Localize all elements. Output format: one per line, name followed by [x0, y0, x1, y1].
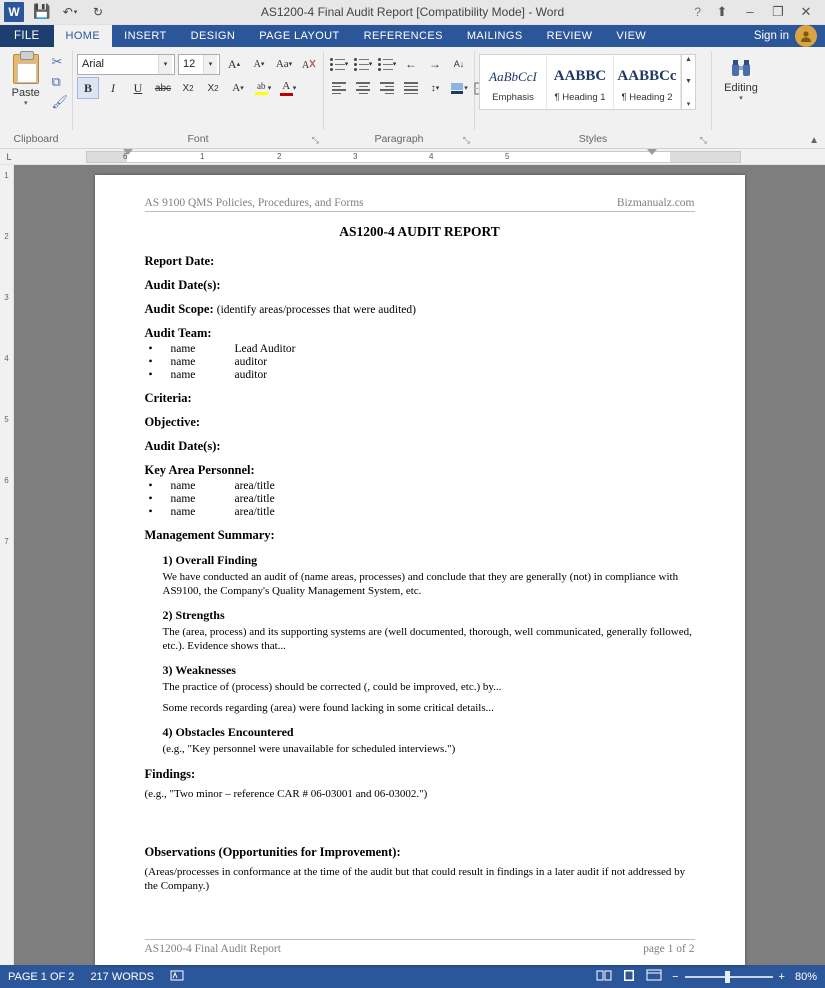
paste-caret-icon[interactable]: ▾: [23, 100, 28, 108]
label-key-area-personnel: Key Area Personnel:: [144, 463, 255, 478]
ruler-tick-5: 5: [505, 152, 510, 162]
status-word-count[interactable]: 217 WORDS: [90, 970, 155, 983]
editing-label: Editing: [724, 82, 758, 95]
redo-icon[interactable]: ↻: [92, 4, 104, 19]
zoom-track[interactable]: [685, 976, 773, 978]
status-bar: [0, 965, 825, 988]
read-mode-icon[interactable]: [596, 969, 612, 985]
minimize-button[interactable]: –: [746, 4, 754, 20]
decrease-indent-icon[interactable]: ←: [405, 57, 417, 72]
group-clipboard: [0, 47, 72, 148]
sort-icon[interactable]: A↓: [453, 59, 465, 70]
help-icon[interactable]: ?: [694, 4, 701, 19]
group-label-editing: [740, 133, 743, 148]
document-page[interactable]: [95, 175, 745, 965]
list-item: • name area/title: [145, 480, 695, 493]
label-observations: Observations (Opportunities for Improvement):: [144, 845, 401, 860]
right-indent-marker[interactable]: [647, 149, 657, 155]
group-label-clipboard: Clipboard: [13, 133, 59, 146]
collapse-ribbon-icon[interactable]: ▲: [809, 135, 819, 147]
section-heading-obstacles: 4) Obstacles Encountered: [162, 725, 294, 740]
italic-button[interactable]: I: [111, 80, 115, 95]
close-button[interactable]: ✕: [800, 3, 812, 19]
numbering-icon[interactable]: ▾: [352, 53, 374, 75]
list-item: • name auditor: [145, 356, 695, 369]
bullets-icon[interactable]: ▾: [328, 53, 350, 75]
style-heading-1[interactable]: AABBC ¶ Heading 1: [547, 55, 614, 109]
key-personnel-list: [145, 480, 695, 519]
section-text-weaknesses-1: The practice of (process) should be corrected (, could be improved, etc.) by...: [162, 681, 502, 694]
field-objective: Objective:: [144, 415, 201, 430]
styles-dialog-launcher[interactable]: ⤡: [699, 135, 707, 146]
ruler-bar[interactable]: [86, 151, 741, 163]
label-audit-team: Audit Team:: [144, 326, 212, 341]
section-heading-weaknesses: 3) Weaknesses: [162, 663, 236, 678]
font-family-combo[interactable]: [77, 54, 175, 75]
label-findings: Findings:: [144, 766, 196, 781]
group-label-font: Font: [187, 133, 209, 146]
clear-formatting-icon[interactable]: [298, 53, 320, 75]
scroll-up-icon[interactable]: ▲: [685, 56, 692, 64]
subscript-button[interactable]: X 2: [182, 82, 194, 94]
undo-icon[interactable]: ↶ ▾: [62, 4, 78, 19]
ribbon-display-options-icon[interactable]: ⬆: [716, 3, 728, 19]
style-emphasis[interactable]: AaBbCcI Emphasis: [480, 55, 547, 109]
document-footer: [145, 939, 695, 955]
restore-button[interactable]: ❐: [772, 3, 784, 19]
shading-icon[interactable]: ▾: [448, 77, 470, 99]
web-layout-icon[interactable]: [646, 969, 662, 985]
tab-mailings[interactable]: MAILINGS: [466, 29, 523, 42]
ruler-tick-3: 3: [353, 152, 358, 162]
sign-in-area[interactable]: [754, 25, 825, 48]
cut-icon[interactable]: ✂: [51, 54, 63, 70]
print-layout-icon[interactable]: [622, 969, 636, 985]
avatar[interactable]: [795, 25, 817, 47]
font-size-combo[interactable]: [178, 54, 220, 75]
vruler-tick-1: 1: [4, 171, 9, 181]
styles-gallery-scroll[interactable]: [681, 55, 695, 109]
proofing-errors-icon[interactable]: [170, 969, 184, 985]
document-scroll-region[interactable]: [14, 165, 825, 965]
zoom-level-label[interactable]: 80%: [794, 970, 817, 983]
font-color-icon[interactable]: A ▾: [277, 77, 299, 99]
font-family-value: Arial: [82, 58, 105, 71]
vruler-tick-5: 5: [4, 415, 9, 425]
vertical-ruler[interactable]: [0, 165, 14, 965]
field-audit-dates: Audit Date(s):: [144, 278, 221, 293]
multilevel-list-icon[interactable]: ▾: [376, 53, 398, 75]
paste-icon: [13, 54, 39, 84]
group-styles: [475, 47, 711, 148]
horizontal-ruler[interactable]: [0, 149, 825, 165]
editing-button[interactable]: [724, 52, 758, 102]
styles-gallery[interactable]: [479, 54, 696, 110]
section-text-strengths: The (area, process) and its supporting systems are (well documented, thorough, well communicated, generally followed, etc.). Evidence shows that...: [162, 626, 692, 652]
vruler-tick-4: 4: [4, 354, 9, 364]
vruler-tick-6: 6: [4, 476, 9, 486]
tab-page-layout[interactable]: PAGE LAYOUT: [259, 29, 340, 42]
vruler-tick-2: 2: [4, 232, 9, 242]
superscript-button[interactable]: X 2: [207, 82, 219, 94]
word-logo-icon: W: [4, 2, 24, 22]
styles-more-icon[interactable]: ▾: [686, 101, 691, 109]
quick-access-toolbar[interactable]: [0, 2, 108, 22]
spacer: [145, 801, 695, 835]
tab-insert[interactable]: INSERT: [124, 29, 167, 42]
field-audit-scope: Audit Scope: (identify areas/processes that were audited): [144, 302, 416, 317]
list-item: • name auditor: [145, 369, 695, 382]
ribbon: [0, 47, 825, 149]
style-heading-2[interactable]: AABBCс ¶ Heading 2: [614, 55, 681, 109]
tab-stop-selector[interactable]: L: [6, 151, 12, 162]
title-bar: [0, 0, 825, 25]
format-painter-icon[interactable]: 🖌: [51, 94, 68, 110]
align-center-icon[interactable]: [352, 77, 374, 99]
paragraph-dialog-launcher[interactable]: ⤡: [462, 135, 470, 146]
header-right: Bizmanualz.com: [616, 197, 695, 210]
strikethrough-button[interactable]: abc: [154, 82, 172, 94]
align-left-icon[interactable]: [328, 77, 350, 99]
font-row-1: [77, 52, 320, 76]
bold-button[interactable]: B: [77, 77, 99, 99]
header-left: AS 9100 QMS Policies, Procedures, and Forms: [144, 197, 364, 210]
tab-view[interactable]: VIEW: [616, 29, 647, 42]
ruler-tick-6: 6: [123, 152, 128, 162]
audit-team-list: [145, 343, 695, 382]
section-text-obstacles: (e.g., "Key personnel were unavailable for scheduled interviews."): [162, 743, 456, 756]
chevron-down-icon[interactable]: ▾: [158, 55, 172, 74]
increase-indent-icon[interactable]: →: [429, 57, 441, 72]
observations-text: (Areas/processes in conformance at the time of the audit but that could result in findings in a later audit if not addressed by the Company.): [144, 866, 686, 892]
field-report-date: Report Date:: [144, 254, 215, 269]
grow-font-icon[interactable]: A ▴: [227, 56, 241, 71]
chevron-down-icon[interactable]: ▾: [203, 55, 217, 74]
group-paragraph: [324, 47, 474, 148]
group-editing: [712, 47, 770, 148]
underline-button[interactable]: U: [133, 80, 143, 95]
ruler-margin-right: [670, 152, 740, 162]
list-item: • name area/title: [145, 506, 695, 519]
document-header: [145, 197, 695, 212]
scroll-down-icon[interactable]: ▼: [685, 78, 692, 86]
footer-left: AS1200-4 Final Audit Report: [144, 943, 281, 956]
group-label-styles: Styles: [578, 133, 608, 146]
copy-icon[interactable]: ⧉: [51, 74, 61, 90]
svg-text:A: A: [301, 60, 309, 72]
field-audit-dates-2: Audit Date(s):: [144, 439, 221, 454]
ruler-tick-4: 4: [429, 152, 434, 162]
tab-file[interactable]: FILE: [0, 25, 54, 48]
footer-right: page 1 of 2: [643, 943, 695, 956]
ruler-tick-1: 1: [200, 152, 205, 162]
group-label-paragraph: Paragraph: [374, 133, 424, 146]
change-case-icon[interactable]: Aa ▾: [275, 58, 293, 71]
vruler-tick-7: 7: [4, 537, 9, 547]
zoom-thumb[interactable]: [725, 971, 730, 983]
zoom-slider[interactable]: [672, 971, 785, 983]
zoom-out-button[interactable]: −: [672, 970, 679, 983]
vruler-tick-3: 3: [4, 293, 9, 303]
document-area: [0, 165, 825, 965]
paste-label: Paste: [11, 87, 40, 100]
window-controls[interactable]: [694, 1, 825, 23]
status-right-cluster: [596, 969, 817, 985]
zoom-in-button[interactable]: +: [778, 970, 785, 983]
ruler-tick-2: 2: [277, 152, 282, 162]
text-highlight-color-icon[interactable]: ab ▾: [252, 77, 274, 99]
tab-review[interactable]: REVIEW: [546, 29, 593, 42]
text-effects-icon[interactable]: A ▾: [232, 81, 244, 94]
tab-design[interactable]: DESIGN: [190, 29, 236, 42]
field-criteria: Criteria:: [144, 391, 192, 406]
binoculars-icon: [730, 58, 752, 82]
tab-references[interactable]: REFERENCES: [363, 29, 443, 42]
tab-home[interactable]: HOME: [54, 25, 113, 48]
editing-caret-icon[interactable]: ▾: [739, 95, 743, 103]
align-right-icon[interactable]: [376, 77, 398, 99]
document-title: AS1200-4 AUDIT REPORT: [339, 224, 500, 240]
section-heading-overall-finding: 1) Overall Finding: [162, 553, 258, 568]
list-item: • name area/title: [145, 493, 695, 506]
label-management-summary: Management Summary:: [144, 528, 275, 543]
status-page-number[interactable]: PAGE 1 OF 2: [8, 970, 75, 983]
section-text-overall-finding: We have conducted an audit of (name areas, processes) and conclude that they are generally (not) in compliance with AS9100, the Company's Quality Management System, etc.: [162, 571, 679, 597]
section-heading-strengths: 2) Strengths: [162, 608, 225, 623]
list-item: • name Lead Auditor: [145, 343, 695, 356]
ribbon-tab-bar: [0, 25, 825, 48]
save-icon[interactable]: 💾: [33, 3, 51, 20]
shrink-font-icon[interactable]: A ▾: [253, 58, 265, 70]
paragraph-row-1: [328, 52, 494, 76]
window-title: AS1200-4 Final Audit Report [Compatibility Mode] - Word: [260, 4, 565, 19]
group-font: [73, 47, 323, 148]
sign-in-label[interactable]: Sign in: [753, 29, 789, 42]
clipboard-small-buttons: [47, 52, 68, 110]
font-dialog-launcher[interactable]: ⤡: [311, 135, 319, 146]
paragraph-row-2: [328, 76, 494, 100]
section-text-weaknesses-2: Some records regarding (area) were found lacking in some critical details...: [162, 701, 494, 714]
findings-text: (e.g., "Two minor – reference CAR # 06-03001 and 06-03002."): [144, 787, 428, 800]
font-size-value: 12: [183, 58, 196, 71]
paste-button[interactable]: [4, 52, 47, 107]
ruler-margin-left: [87, 152, 127, 162]
font-row-2: [77, 76, 299, 100]
justify-icon[interactable]: [400, 77, 422, 99]
line-spacing-icon[interactable]: ↕ ▾: [430, 82, 440, 94]
